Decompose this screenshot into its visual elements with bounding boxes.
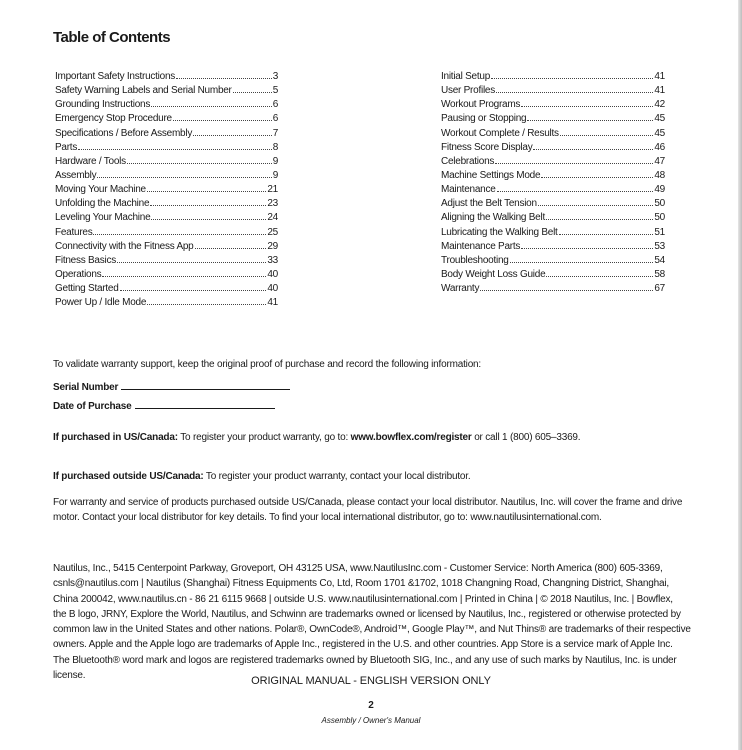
date-of-purchase-field[interactable]	[135, 397, 275, 409]
toc-entry-page: 6	[272, 113, 278, 125]
legal-line: Nautilus, Inc., 5415 Centerpoint Parkway, Groveport, OH 43125 USA, www.NautilusInc.com - Customer Service: North America (800) 605-3369,	[53, 563, 663, 574]
toc-leader-dots	[195, 239, 267, 249]
toc-entry[interactable]	[55, 126, 278, 140]
toc-entry-label: Getting Started	[55, 283, 119, 295]
toc-entry[interactable]	[55, 69, 278, 83]
toc-leader-dots	[560, 126, 654, 136]
toc-leader-dots	[102, 267, 266, 277]
toc-leader-dots	[193, 126, 272, 136]
toc-entry-label: Connectivity with the Fitness App	[55, 240, 194, 252]
toc-entry-page: 6	[272, 99, 278, 111]
us-canada-text-a: To register your product warranty, go to:	[177, 432, 351, 443]
toc-entry-page: 50	[654, 212, 665, 224]
toc-entry-label: Emergency Stop Procedure	[55, 113, 172, 125]
toc-leader-dots	[480, 281, 653, 291]
toc-entry[interactable]	[441, 126, 665, 140]
toc-leader-dots	[546, 210, 653, 220]
toc-entry[interactable]	[55, 210, 278, 224]
toc-entry-label: Operations	[55, 268, 102, 280]
toc-entry-page: 53	[654, 240, 665, 252]
toc-leader-dots	[527, 111, 653, 121]
toc-entry-label: Hardware / Tools	[55, 155, 126, 167]
toc-entry[interactable]	[441, 168, 665, 182]
toc-entry[interactable]	[441, 239, 665, 253]
toc-entry-label: Warranty	[441, 283, 480, 295]
toc-entry-label: Pausing or Stopping	[441, 113, 527, 125]
service-line: motor. Contact your local distributor for key details. To find your local international distributor, go to: www.nautilusinternational.com.	[53, 512, 602, 524]
toc-entry-label: Maintenance	[441, 184, 496, 196]
toc-entry[interactable]	[441, 253, 665, 267]
legal-line: common law in the United States and other nations. Polar®, OwnCode®, Android™, Google Play™, and Nut Thins® are trademarks of their respective	[53, 624, 691, 636]
toc-leader-dots	[533, 140, 653, 150]
toc-entry[interactable]	[55, 111, 278, 125]
toc-entry-label: Workout Complete / Results	[441, 127, 559, 139]
outside-text: To register your product warranty, contact your local distributor.	[203, 471, 471, 482]
service-paragraph	[53, 495, 733, 526]
toc-entry-label: Moving Your Machine	[55, 184, 146, 196]
toc-leader-dots	[521, 239, 653, 249]
toc-entry-page: 41	[654, 71, 665, 82]
toc-leader-dots	[491, 69, 653, 79]
toc-entry-page: 41	[267, 297, 278, 309]
toc-entry-page: 7	[272, 127, 278, 139]
toc-entry-page: 21	[267, 184, 278, 196]
toc-leader-dots	[495, 154, 653, 164]
page-edge	[738, 0, 742, 750]
toc-entry-label: Fitness Basics	[55, 254, 116, 266]
legal-line: The Bluetooth® word mark and logos are registered trademarks owned by Bluetooth SIG, Inc., and any use of such marks by Nautilus, Inc. is under	[53, 654, 677, 666]
toc-entry[interactable]	[55, 295, 278, 309]
toc-entry-label: Maintenance Parts	[441, 240, 521, 252]
toc-leader-dots	[176, 69, 272, 79]
toc-entry[interactable]	[55, 253, 278, 267]
toc-entry-page: 67	[654, 283, 665, 295]
toc-entry-page: 40	[267, 268, 278, 280]
toc-entry[interactable]	[55, 281, 278, 295]
toc-entry[interactable]	[441, 140, 665, 154]
toc-entry-label: Unfolding the Machine	[55, 198, 150, 210]
toc-entry-page: 8	[272, 141, 278, 153]
toc-entry-page: 23	[267, 198, 278, 210]
toc-leader-dots	[538, 196, 654, 206]
toc-entry-label: Fitness Score Display	[441, 141, 533, 153]
toc-leader-dots	[546, 267, 653, 277]
toc-leader-dots	[93, 225, 266, 235]
toc-entry-label: Lubricating the Walking Belt	[441, 226, 558, 238]
toc-entry[interactable]	[441, 111, 665, 125]
manual-name: Assembly / Owner's Manual	[321, 716, 421, 725]
toc-entry-label: Grounding Instructions	[55, 99, 151, 111]
toc-entry[interactable]	[55, 225, 278, 239]
toc-entry[interactable]	[441, 267, 665, 281]
toc-entry-label: Parts	[55, 141, 78, 153]
toc-leader-dots	[120, 281, 267, 291]
toc-leader-dots	[173, 111, 272, 121]
toc-entry-label: Safety Warning Labels and Serial Number	[55, 85, 232, 97]
outside-label: If purchased outside US/Canada:	[53, 471, 204, 482]
legal-line: csnls@nautilus.com | Nautilus (Shanghai) Fitness Equipments Co, Ltd, Room 1701 &1702, 1018 Changning Road, Changning District, Shanghai,	[53, 578, 669, 590]
toc-entry-label: User Profiles	[441, 85, 495, 97]
toc-entry-page: 46	[654, 141, 665, 153]
toc-entry-page: 29	[267, 240, 278, 252]
toc-leader-dots	[510, 253, 654, 263]
page-title: Table of Contents	[53, 29, 171, 46]
toc-leader-dots	[127, 154, 272, 164]
toc-entry-label: Troubleshooting	[441, 254, 509, 266]
us-canada-label: If purchased in US/Canada:	[53, 432, 178, 443]
us-register-link[interactable]: www.bowflex.com/register	[350, 432, 472, 443]
toc-entry-label: Specifications / Before Assembly	[55, 127, 193, 139]
toc-entry[interactable]	[55, 182, 278, 196]
us-canada-registration	[53, 431, 580, 445]
toc-entry-page: 48	[654, 169, 665, 181]
toc-leader-dots	[147, 295, 266, 305]
legal-line: the B logo, JRNY, Explore the World, Nautilus, and Schwinn are trademarks owned or licensed by Nautilus, Inc., registered or otherwise protected by	[53, 608, 681, 620]
toc-leader-dots	[233, 83, 272, 93]
toc-entry-page: 42	[654, 99, 665, 111]
toc-entry[interactable]	[55, 196, 278, 210]
legal-line: China 200042, www.nautilus.cn - 86 21 6115 9668 | outside U.S. www.nautilusinternational.com | Printed in China | © 2018 Nautilus, Inc. | Bowflex,	[53, 593, 673, 605]
toc-entry-page: 24	[267, 212, 278, 224]
toc-entry[interactable]	[441, 83, 665, 97]
toc-leader-dots	[151, 210, 266, 220]
toc-entry[interactable]	[55, 140, 278, 154]
toc-entry-page: 25	[267, 226, 278, 238]
toc-right-column	[441, 69, 665, 295]
toc-entry-label: Power Up / Idle Mode	[55, 297, 147, 309]
toc-entry[interactable]	[441, 281, 665, 295]
toc-entry-page: 33	[267, 254, 278, 266]
serial-number-label: Serial Number	[53, 382, 119, 393]
toc-entry[interactable]	[441, 182, 665, 196]
date-of-purchase-label: Date of Purchase	[53, 401, 132, 412]
toc-leader-dots	[496, 83, 653, 93]
toc-leader-dots	[97, 168, 271, 178]
toc-entry[interactable]	[441, 69, 665, 83]
toc-entry-page: 49	[654, 184, 665, 196]
toc-entry-page: 50	[654, 198, 665, 210]
toc-entry-label: Aligning the Walking Belt	[441, 212, 545, 224]
toc-entry[interactable]	[55, 267, 278, 281]
toc-entry-label: Leveling Your Machine	[55, 212, 151, 224]
toc-entry-label: Important Safety Instructions	[55, 71, 176, 82]
toc-entry[interactable]	[55, 168, 278, 182]
toc-entry[interactable]	[441, 225, 665, 239]
legal-paragraph	[53, 561, 733, 683]
toc-left-column	[55, 69, 278, 309]
toc-leader-dots	[151, 97, 272, 107]
toc-leader-dots	[147, 182, 267, 192]
toc-entry-label: Features	[55, 226, 93, 238]
toc-entry[interactable]	[441, 196, 665, 210]
toc-entry-label: Celebrations	[441, 155, 495, 167]
toc-entry-label: Initial Setup	[441, 71, 491, 82]
page-number: 2	[368, 700, 374, 711]
toc-entry[interactable]	[55, 83, 278, 97]
service-line: For warranty and service of products purchased outside US/Canada, please contact your local distributor. Nautilus, Inc. will cover the frame and drive	[53, 497, 683, 508]
toc-entry[interactable]	[441, 154, 665, 168]
legal-line: license.	[53, 670, 86, 682]
toc-entry-label: Machine Settings Mode	[441, 169, 541, 181]
original-manual-note: ORIGINAL MANUAL - ENGLISH VERSION ONLY	[251, 675, 491, 687]
warranty-intro: To validate warranty support, keep the original proof of purchase and record the following information:	[53, 359, 481, 370]
toc-entry-page: 5	[272, 85, 278, 97]
serial-number-field[interactable]	[121, 378, 290, 390]
toc-leader-dots	[541, 168, 653, 178]
toc-entry-page: 58	[654, 268, 665, 280]
outside-registration	[53, 470, 470, 484]
toc-entry-label: Adjust the Belt Tension	[441, 198, 537, 210]
toc-entry-page: 9	[272, 169, 278, 181]
toc-entry-label: Workout Programs	[441, 99, 521, 111]
toc-entry-page: 45	[654, 127, 665, 139]
toc-leader-dots	[521, 97, 653, 107]
toc-entry[interactable]	[55, 97, 278, 111]
toc-entry-page: 3	[272, 71, 278, 82]
toc-entry[interactable]	[55, 239, 278, 253]
date-of-purchase-row	[53, 397, 275, 414]
toc-entry-page: 41	[654, 85, 665, 97]
toc-entry-page: 54	[654, 254, 665, 266]
toc-leader-dots	[150, 196, 266, 206]
toc-entry[interactable]	[441, 210, 665, 224]
toc-entry-page: 9	[272, 155, 278, 167]
legal-line: owners. Apple and the Apple logo are trademarks of Apple Inc., registered in the U.S. and other countries. App Store is a service mark of Apple Inc.	[53, 639, 673, 651]
toc-entry[interactable]	[441, 97, 665, 111]
toc-leader-dots	[117, 253, 266, 263]
toc-entry-label: Body Weight Loss Guide	[441, 268, 546, 280]
toc-leader-dots	[559, 225, 654, 235]
toc-entry[interactable]	[55, 154, 278, 168]
toc-entry-page: 40	[267, 283, 278, 295]
toc-entry-page: 47	[654, 155, 665, 167]
serial-number-row	[53, 378, 290, 395]
toc-entry-label: Assembly	[55, 169, 97, 181]
toc-entry-page: 51	[654, 226, 665, 238]
us-canada-text-b: or call 1 (800) 605–3369.	[471, 432, 581, 443]
toc-leader-dots	[78, 140, 272, 150]
toc-leader-dots	[497, 182, 654, 192]
toc-entry-page: 45	[654, 113, 665, 125]
